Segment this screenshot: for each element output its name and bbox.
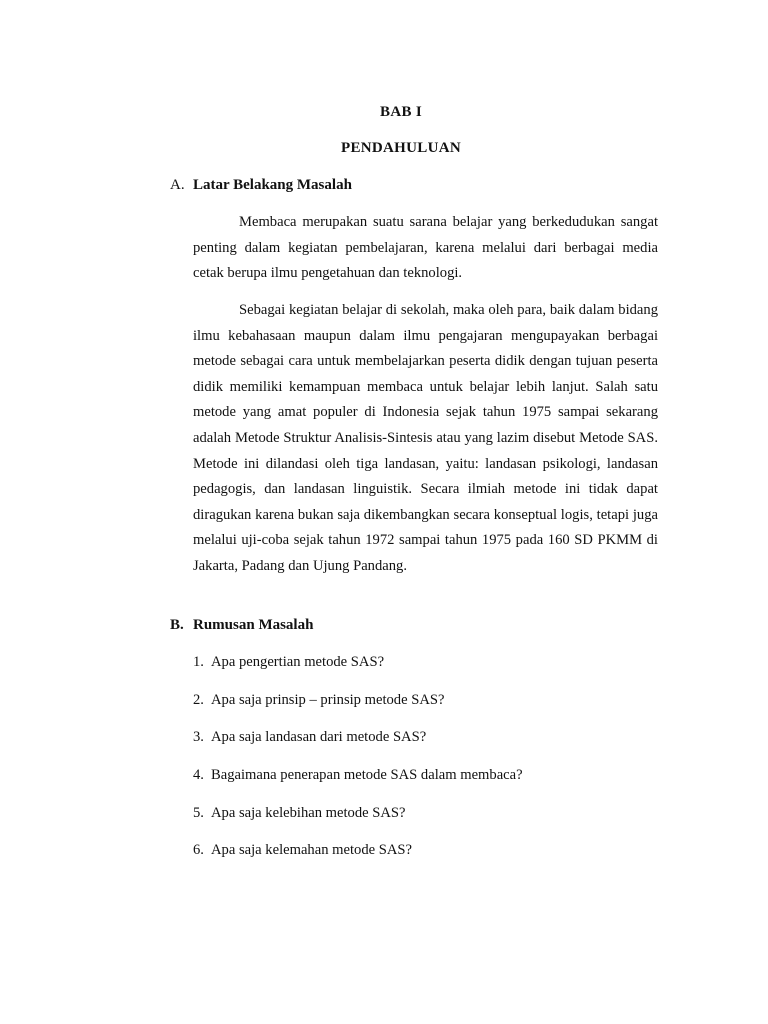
list-item: [193, 692, 523, 730]
paragraph-1: Membaca merupakan suatu sarana belajar yang berkedudukan sangat penting dalam kegiatan pembelajaran, karena melalui dari berbagai media cetak berupa ilmu pengetahuan dan teknologi.: [193, 214, 658, 282]
chapter-title: BAB I: [380, 104, 422, 120]
section-a-heading: [170, 177, 352, 194]
list-item: [193, 842, 523, 880]
list-item-text: Bagaimana penerapan metode SAS dalam membaca?: [211, 767, 523, 784]
section-a-title: Latar Belakang Masalah: [193, 177, 352, 193]
section-b-title: Rumusan Masalah: [193, 617, 314, 633]
list-item-number: 6.: [193, 842, 204, 859]
list-item-text: Apa saja landasan dari metode SAS?: [211, 729, 427, 746]
list-item: [193, 729, 523, 767]
list-item-text: Apa pengertian metode SAS?: [211, 654, 385, 670]
list-item-text: Apa saja kelebihan metode SAS?: [211, 804, 406, 821]
list-item: [193, 767, 523, 805]
list-item-number: 1.: [193, 654, 204, 670]
list-item: [193, 654, 523, 692]
list-item-number: 2.: [193, 691, 204, 708]
section-b-heading: [170, 617, 313, 634]
list-item: [193, 805, 523, 843]
chapter-heading: PENDAHULUAN: [341, 140, 461, 156]
list-item-number: 5.: [193, 804, 204, 821]
question-list: [193, 654, 523, 880]
list-item-number: 3.: [193, 729, 204, 746]
section-b-marker: B.: [170, 617, 184, 633]
list-item-text: Apa saja prinsip – prinsip metode SAS?: [211, 691, 445, 708]
paragraph-2: Sebagai kegiatan belajar di sekolah, maka oleh para, baik dalam bidang ilmu kebahasaan maupun dalam ilmu pengajaran mengupayakan berbagai metode sebagai cara untuk membelajarkan peserta didik dengan tujuan peserta didik memiliki kemampuan membaca untuk belajar lebih lanjut. Salah satu metode yang amat populer di Indonesia sejak tahun 1975 sampai sekarang adalah Metode Struktur Analisis-Sintesis atau yang lazim disebut Metode SAS. Metode ini dilandasi oleh tiga landasan, yaitu: landasan psikologi, landasan pedagogis, dan landasan linguistik. Secara ilmiah metode ini tidak dapat diragukan karena bukan saja dikembangkan secara konseptual logis, tetapi juga melalui uji-coba sejak tahun 1972 sampai tahun 1975 pada 160 SD PKMM di Jakarta, Padang dan Ujung Pandang.: [193, 302, 658, 574]
section-a-marker: A.: [170, 177, 185, 193]
list-item-number: 4.: [193, 767, 204, 784]
list-item-text: Apa saja kelemahan metode SAS?: [211, 842, 413, 859]
